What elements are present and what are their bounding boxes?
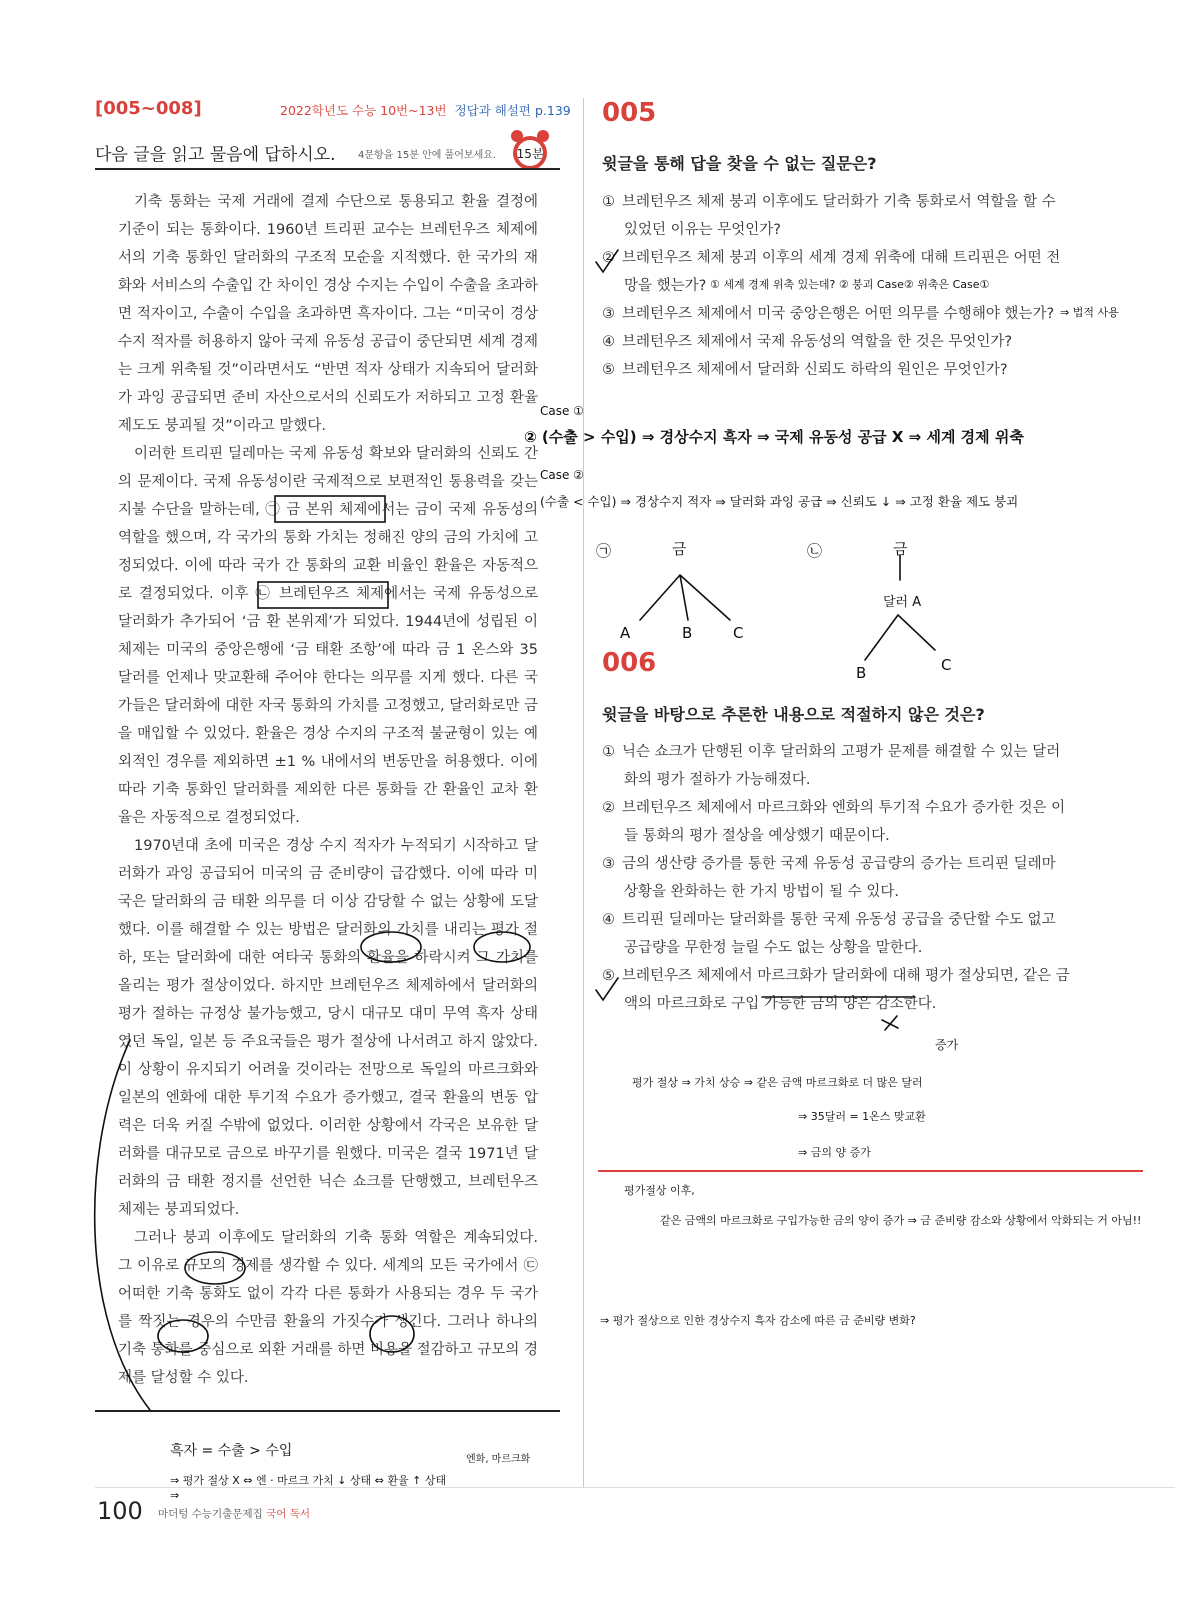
- handwritten-case1-label: Case ①: [540, 404, 584, 418]
- book-title: 마더텅 수능기출문제집: [158, 1508, 263, 1520]
- choice-006-3[interactable]: ③ 금의 생산량 증가를 통한 국제 유동성 공급량의 증가는 트리핀 딜레마 상황을 완화하는 한 가지 방법이 될 수 있다.: [602, 856, 1056, 900]
- handwritten-note-5: ⇒ 평가 절상으로 인한 경상수지 흑자 감소에 따른 금 준비량 변화?: [600, 1314, 916, 1327]
- passage-paragraph-2: 이러한 트리핀 딜레마는 국제 유동성 확보와 달러화의 신뢰도 간의 문제이다. 국제 유동성이란 국제적으로 보편적인 통용력을 갖는 지불 수단을 말하는데, ㉠ 금 본위 체제에서는 금이 국제 유동성의 역할을 했으며, 각 국가의 통화 가치는 정해진 양의 금의 가치에 고정되었다. 이에 따라 국가 간 통화의 교환 비율인 환율은 자동적으로 결정되었다. 이후 ㉡ 브레턴우즈 체제에서는 국제 유동성으로 달러화가 추가되어 ‘금 환 본위제’가 되었다. 1944년에 성립된 이 체제는 미국의 중앙은행에 ‘금 태환 조항’에 따라 금 1 온스와 35 달러를 언제나 맞교환해 주어야 한다는 의무를 지게 했다. 다른 국가들은 달러화에 대한 자국 통화의 가치를 고정했고, 달러화로만 금을 매입할 수 있었다. 환율은 경상 수지의 구조적 불균형이 있는 예외적인 경우를 제외하면 ±1 % 내에서의 변동만을 허용했다. 이에 따라 기축 통화인 달러화를 제외한 다른 통화들 간 환율인 교차 환율은 자동적으로 결정되었다.: [118, 446, 538, 826]
- question-number-006: 006: [602, 648, 657, 678]
- footer-book: [158, 1506, 310, 1521]
- answer-ref: 정답과 해설편 p.139: [454, 103, 571, 118]
- tree-a-leaf-c: C: [733, 624, 744, 642]
- handwritten-note-005-3: ⇒ 법적 사용: [1060, 306, 1119, 319]
- handwritten-bottom-1: 흑자 = 수출 > 수입: [170, 1443, 293, 1459]
- handwritten-note-2: ⇒ 35달러 = 1온스 맞교환: [798, 1110, 926, 1123]
- choice-005-1[interactable]: ① 브레턴우즈 체제 붕괴 이후에도 달러화가 기축 통화로서 역할을 할 수 있었던 이유는 무엇인가?: [602, 194, 1056, 238]
- alarm-clock-icon: [505, 126, 555, 174]
- tree-a-leaf-a: A: [620, 624, 631, 642]
- handwritten-bottom-3: 엔화, 마르크화: [466, 1454, 531, 1465]
- choice-005-5[interactable]: ⑤ 브레턴우즈 체제에서 달러화 신뢰도 하락의 원인은 무엇인가?: [602, 362, 1008, 378]
- question-stem-006: 윗글을 바탕으로 추론한 내용으로 적절하지 않은 것은?: [602, 705, 985, 724]
- handwritten-case1-chain: ② (수출 > 수입) ⇒ 경상수지 흑자 ⇒ 국제 유동성 공급 X ⇒ 세계 경제 위축: [524, 428, 1024, 446]
- handwritten-bottom-2: ⇒ 평가 절상 X ⇔ 엔 · 마르크 가치 ↓ 상태 ⇔ 환율 ↑ 상태: [170, 1474, 447, 1487]
- choice-006-1[interactable]: ① 닉슨 쇼크가 단행된 이후 달러화의 고평가 문제를 해결할 수 있는 달러화의 평가 절하가 가능해졌다.: [602, 744, 1061, 788]
- handwritten-bottom-4: ⇒: [170, 1489, 180, 1502]
- handwritten-case2-chain: (수출 < 수입) ⇒ 경상수지 적자 ⇒ 달러화 과잉 공급 ⇒ 신뢰도 ↓ ⇒ 고정 환율 제도 붕괴: [540, 494, 1019, 509]
- tree-b-leaf-b: B: [856, 664, 867, 682]
- timer-label: 15분: [516, 147, 544, 161]
- choice-005-3[interactable]: ③ 브레턴우즈 체제에서 미국 중앙은행은 어떤 의무를 수행해야 했는가?: [602, 306, 1055, 322]
- annotation-strike: [882, 1016, 898, 1030]
- handwritten-note-4-title: 평가절상 이후,: [624, 1184, 695, 1197]
- tree-b-label: ㉡: [807, 542, 823, 560]
- tree-b-root: 금: [893, 540, 908, 558]
- top-rule: [95, 168, 560, 170]
- page-number: 100: [97, 1497, 143, 1525]
- question-stem-005: 윗글을 통해 답을 찾을 수 없는 질문은?: [602, 154, 877, 173]
- exam-source: 2022학년도 수능 10번~13번: [280, 103, 447, 118]
- handwritten-note-4: 같은 금액의 마르크화로 구입가능한 금의 양이 증가 ⇒ 금 준비량 감소와 상황에서 악화되는 거 아님!!: [660, 1214, 1142, 1227]
- tree-b-leaf-c: C: [941, 656, 952, 674]
- question-number-005: 005: [602, 98, 657, 128]
- choice-005-2[interactable]: ② 브레턴우즈 체제 붕괴 이후의 세계 경제 위축에 대해 트리핀은 어떤 전망을 했는가?: [602, 250, 1061, 294]
- handwritten-note-3: ⇒ 금의 양 증가: [798, 1146, 871, 1159]
- tree-a-root: 금: [672, 540, 687, 558]
- passage-paragraph-4: 그러나 붕괴 이후에도 달러화의 기축 통화 역할은 계속되었다. 그 이유로 규모의 경제를 생각할 수 있다. 세계의 모든 국가에서 ㉢ 어떠한 기축 통화도 없이 각각 다른 통화가 사용되는 경우 두 국가를 짝짓는 경우의 수만큼 환율의 가짓수가 생긴다. 그러나 하나의 기축 통화를 중심으로 외환 거래를 하면 비용을 절감하고 규모의 경제를 달성할 수 있다.: [118, 1230, 538, 1386]
- handwritten-case2-label: Case ②: [540, 468, 584, 482]
- handwritten-red-line: [598, 1170, 1143, 1172]
- tree-a-leaf-b: B: [682, 624, 693, 642]
- question-range: [005~008]: [95, 98, 202, 119]
- handwritten-note-1: 평가 절상 ⇒ 가치 상승 ⇒ 같은 금액 마르크화로 더 많은 달러: [632, 1076, 923, 1089]
- tree-branch: [640, 575, 730, 620]
- passage-paragraph-3: 1970년대 초에 미국은 경상 수지 적자가 누적되기 시작하고 달러화가 과잉 공급되어 미국의 금 준비량이 급감했다. 이에 따라 미국은 달러화의 금 태환 의무를 더 이상 감당할 수 없는 상황에 도달했다. 이를 해결할 수 있는 방법은 달러화의 가치를 내리는 평가 절하, 또는 달러화에 대한 여타국 통화의 환율을 하락시켜 그 가치를 올리는 평가 절상이었다. 하지만 브레턴우즈 체제하에서 달러화의 평가 절하는 규정상 불가능했고, 당시 대규모 대미 무역 흑자 상태였던 독일, 일본 등 주요국들은 평가 절상에 나서려고 하지 않았다. 이 상황이 유지되기 어려울 것이라는 전망으로 독일의 마르크화와 일본의 엔화에 대한 투기적 수요가 증가했고, 결국 환율의 변동 압력은 더욱 커질 수밖에 없었다. 이러한 상황에서 각국은 보유한 달러화를 대규모로 금으로 바꾸기를 원했다. 미국은 결국 1971년 달러화의 금 태환 정지를 선언한 닉슨 쇼크를 단행했고, 브레턴우즈 체제는 붕괴되었다.: [118, 838, 538, 1218]
- time-hint: 4문항을 15분 안에 풀어보세요.: [358, 150, 497, 161]
- tree-b-mid: 달러 A: [883, 595, 922, 610]
- choices-006: [602, 738, 1072, 1018]
- handwritten-correction: 증가: [935, 1038, 959, 1052]
- handwritten-note-005-2: ① 세계 경제 위축 있는데? ② 붕괴 Case② 위축은 Case①: [710, 278, 990, 291]
- footer-rule: [95, 1487, 1175, 1488]
- tree-a-label: ㉠: [596, 542, 612, 560]
- bottom-rule: [95, 1410, 560, 1412]
- column-divider: [583, 98, 584, 1488]
- choice-006-2[interactable]: ② 브레턴우즈 체제에서 마르크화와 엔화의 투기적 수요가 증가한 것은 이들 통화의 평가 절상을 예상했기 때문이다.: [602, 800, 1066, 844]
- source-line: [280, 101, 571, 119]
- choice-006-4[interactable]: ④ 트리핀 딜레마는 달러화를 통한 국제 유동성 공급을 중단할 수도 없고 공급량을 무한정 늘릴 수도 없는 상황을 말한다.: [602, 912, 1056, 956]
- book-subject: 국어 독서: [266, 1508, 311, 1520]
- passage-paragraph-1: 기축 통화는 국제 거래에 결제 수단으로 통용되고 환율 결정에 기준이 되는 통화이다. 1960년 트리핀 교수는 브레턴우즈 체제에서의 기축 통화인 달러화의 구조적 모순을 지적했다. 한 국가의 재화와 서비스의 수출입 간 차이인 경상 수지는 수입이 수출을 초과하면 적자이고, 수출이 수입을 초과하면 흑자이다. 그는 “미국이 경상 수지 적자를 허용하지 않아 국제 유동성 공급이 중단되면 세계 경제는 크게 위축될 것”이라면서도 “반면 적자 상태가 지속되어 달러화가 과잉 공급되면 준비 자산으로서의 신뢰도가 저하되고 고정 환율 제도도 붕괴될 것”이라고 말했다.: [118, 194, 538, 434]
- choice-006-5[interactable]: ⑤ 브레턴우즈 체제에서 마르크화가 달러화에 대해 평가 절상되면, 같은 금액의 마르크화로 구입 가능한 금의 양은 감소한다.: [602, 968, 1070, 1012]
- choice-005-4[interactable]: ④ 브레턴우즈 체제에서 국제 유동성의 역할을 한 것은 무엇인가?: [602, 334, 1013, 350]
- passage: [118, 188, 538, 1392]
- instruction: 다음 글을 읽고 물음에 답하시오.: [95, 145, 336, 165]
